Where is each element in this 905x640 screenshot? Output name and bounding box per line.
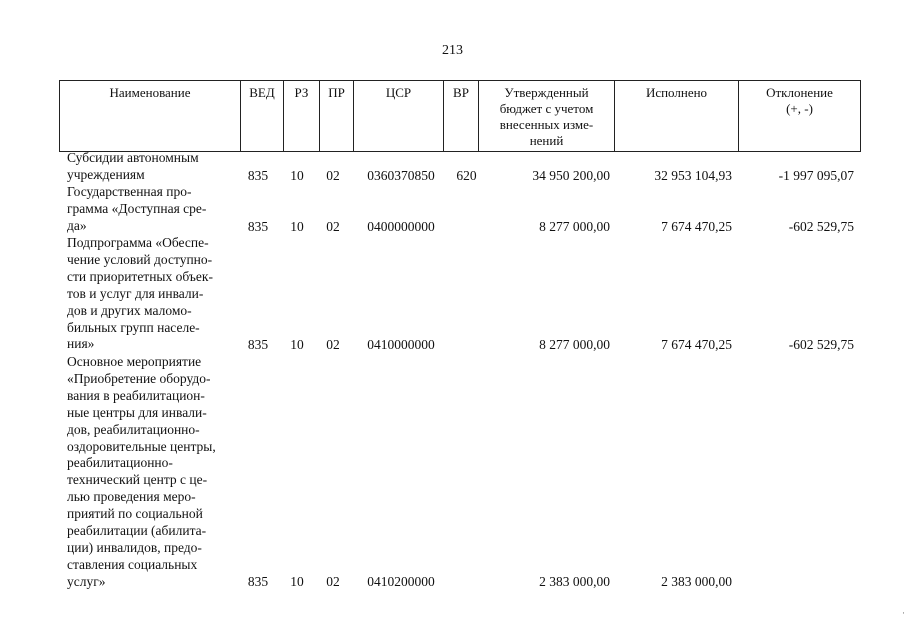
row-name: Подпрограмма «Обеспе- чение условий доступно- сти приоритетных объек- тов и услуг для инвали- дов и других маломо- бильных групп населе- ния» — [67, 235, 213, 352]
table-header — [59, 80, 861, 152]
header-vr: ВР — [444, 81, 479, 151]
header-deviation: Отклонение (+, -) — [739, 81, 861, 151]
cell-approved: 2 383 000,00 — [539, 574, 610, 589]
header-rz: РЗ — [284, 81, 320, 151]
cell-rz: 10 — [290, 219, 304, 234]
cell-approved: 8 277 000,00 — [539, 337, 610, 352]
cell-approved: 34 950 200,00 — [532, 168, 610, 183]
cell-pr: 02 — [326, 574, 340, 589]
cell-pr: 02 — [326, 168, 340, 183]
header-ved: ВЕД — [241, 81, 284, 151]
cell-ved: 835 — [247, 219, 269, 234]
cell-pr: 02 — [326, 337, 340, 352]
cell-csr: 0400000000 — [367, 219, 435, 234]
cell-ved: 835 — [247, 168, 269, 183]
cell-rz: 10 — [290, 337, 304, 352]
cell-executed: 2 383 000,00 — [661, 574, 732, 589]
row-name: Субсидии автономным учреждениям — [67, 150, 199, 182]
header-pr: ПР — [320, 81, 354, 151]
cell-vr: 620 — [456, 168, 477, 183]
cell-rz: 10 — [290, 574, 304, 589]
cell-csr: 0410200000 — [367, 574, 435, 589]
header-executed: Исполнено — [615, 81, 739, 151]
cell-deviation: -602 529,75 — [788, 219, 854, 234]
page-number: 213 — [442, 43, 463, 58]
cell-deviation: -1 997 095,07 — [778, 168, 854, 183]
cell-rz: 10 — [290, 168, 304, 183]
row-name: Основное мероприятие «Приобретение оборудо- вания в реабилитацион- ные центры для инвали- дов, реабилитационно- оздоровительные центры, реабилитационно- технический центр с це- лью проведения меро- приятий по социальной реабилитации (абилита- ции) инвалидов, предо- ставления социальных услуг» — [67, 354, 216, 589]
cell-csr: 0360370850 — [367, 168, 435, 183]
cell-ved: 835 — [247, 574, 269, 589]
header-approved: Утвержденный бюджет с учетом внесенных изме- нений — [479, 81, 615, 151]
cell-pr: 02 — [326, 219, 340, 234]
header-csr: ЦСР — [354, 81, 444, 151]
cell-executed: 7 674 470,25 — [661, 337, 732, 352]
header-name: Наименование — [59, 81, 241, 151]
cell-deviation: -602 529,75 — [788, 337, 854, 352]
scan-speck: · — [902, 608, 905, 618]
cell-executed: 32 953 104,93 — [654, 168, 732, 183]
row-name: Государственная про- грамма «Доступная сре- да» — [67, 184, 207, 233]
cell-csr: 0410000000 — [367, 337, 435, 352]
cell-ved: 835 — [247, 337, 269, 352]
cell-executed: 7 674 470,25 — [661, 219, 732, 234]
cell-approved: 8 277 000,00 — [539, 219, 610, 234]
